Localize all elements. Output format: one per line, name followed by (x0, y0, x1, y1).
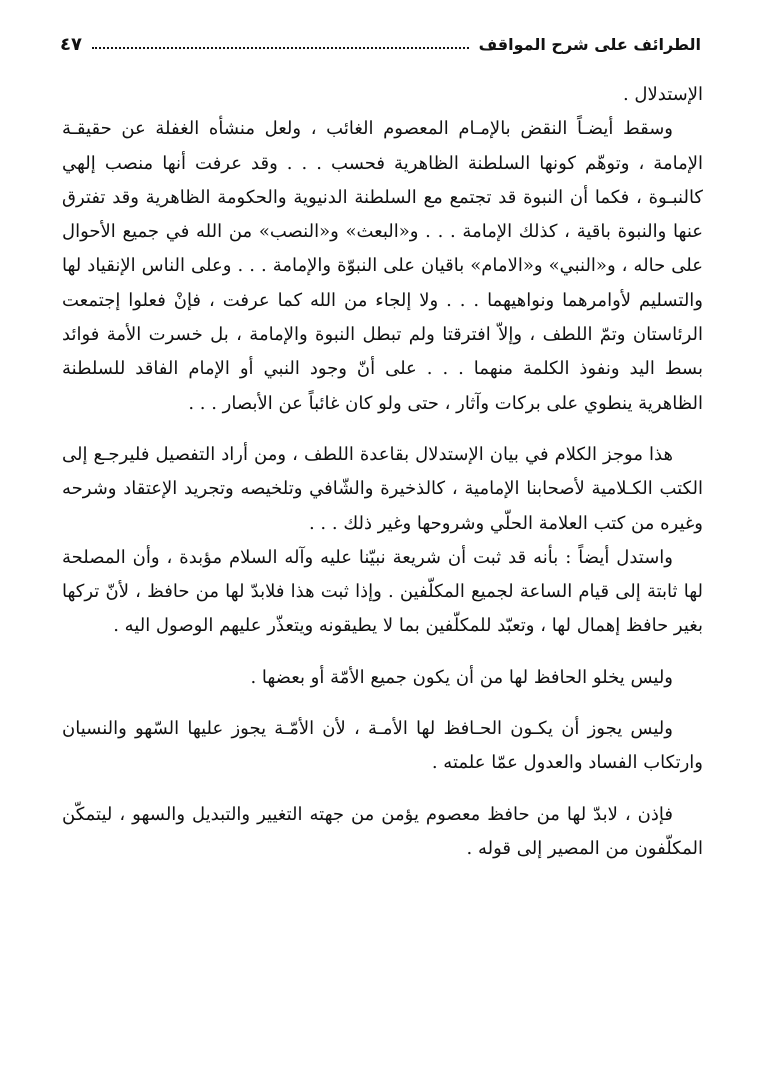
page-number: ٤٧ (60, 33, 82, 55)
body-text (62, 78, 703, 866)
paragraph: وليس يخلو الحافظ لها من أن يكون جميع الأمّة أو بعضها . (250, 666, 673, 688)
running-title: الطرائف على شرح المواقف (478, 34, 701, 54)
paragraph: وليس يجوز أن يكـون الحـافظ لها الأمـة ، لأن الأمّـة يجوز عليها السّهو والنسيان وارتكاب الفساد والعدول عمّا علمته . (62, 718, 703, 774)
paragraph: واستدل أيضاً : بأنه قد ثبت أن شريعة نبيّنا عليه وآله السلام مؤبدة ، وأن المصلحة لها ثابتة إلى قيام الساعة لجميع المكلّفين . وإذا ثبت هذا فلابدّ لها من حافظ ، لأنّ تركها بغير حافظ إهمال لها ، وتعبّد للمكلّفين بما لا يطيقونه ويتعذّر عليهم الوصول اليه . (62, 546, 703, 637)
running-head (60, 32, 701, 56)
paragraph-continuation: الإستدلال . (622, 84, 703, 105)
paragraph: فإذن ، لابدّ لها من حافظ معصوم يؤمن من جهته التغيير والتبديل والسهو ، ليتمكّن المكلّفون من المصير إلى قوله . (62, 803, 703, 859)
leader-dots (92, 47, 469, 49)
paragraph: وسقط أيضـاً النقض بالإمـام المعصوم الغائب ، ولعل منشأه الغفلة عن حقيقـة الإمامة ، وتوهّم كونها السلطنة الظاهرية فحسب . . . وقد عرفت أنها منصب إلهي كالنبـوة ، فكما أن النبوة قد تجتمع مع السلطنة الدنيوية والحكومة الظاهرية وقد تفترق عنها والنبوة باقية ، كذلك الإمامة . . . و«البعث» و«النصب» من الله في جميع الأحوال على حاله ، و«النبي» و«الامام» باقيان على النبوّة والإمامة . . . وعلى الناس الإنقياد لها والتسليم لأوامرهما ونواهيهما . . . ولا إلجاء من الله كما عرفت ، فإنْ فعلوا إجتمعت الرئاستان وتمّ اللطف ، وإلاّ افترقتا ولم تبطل النبوة والإمامة ، بل خسرت الأمة فوائد بسط اليد ونفوذ الكلمة منهما . . . على أنّ وجود النبي أو الإمام الفاقد للسلطنة الظاهرية ينطوي على بركات وآثار ، حتى ولو كان غائباً عن الأبصار . . . (62, 118, 703, 414)
paragraph: هذا موجز الكلام في بيان الإستدلال بقاعدة اللطف ، ومن أراد التفصيل فليرجـع إلى الكتب الكـلامية لأصحابنا الإمامية ، كالذخيرة والشّافي وتلخيصه وتجريد الإعتقاد وشرحه وغيره من كتب العلامة الحلّي وشروحها وغير ذلك . . . (62, 443, 703, 534)
